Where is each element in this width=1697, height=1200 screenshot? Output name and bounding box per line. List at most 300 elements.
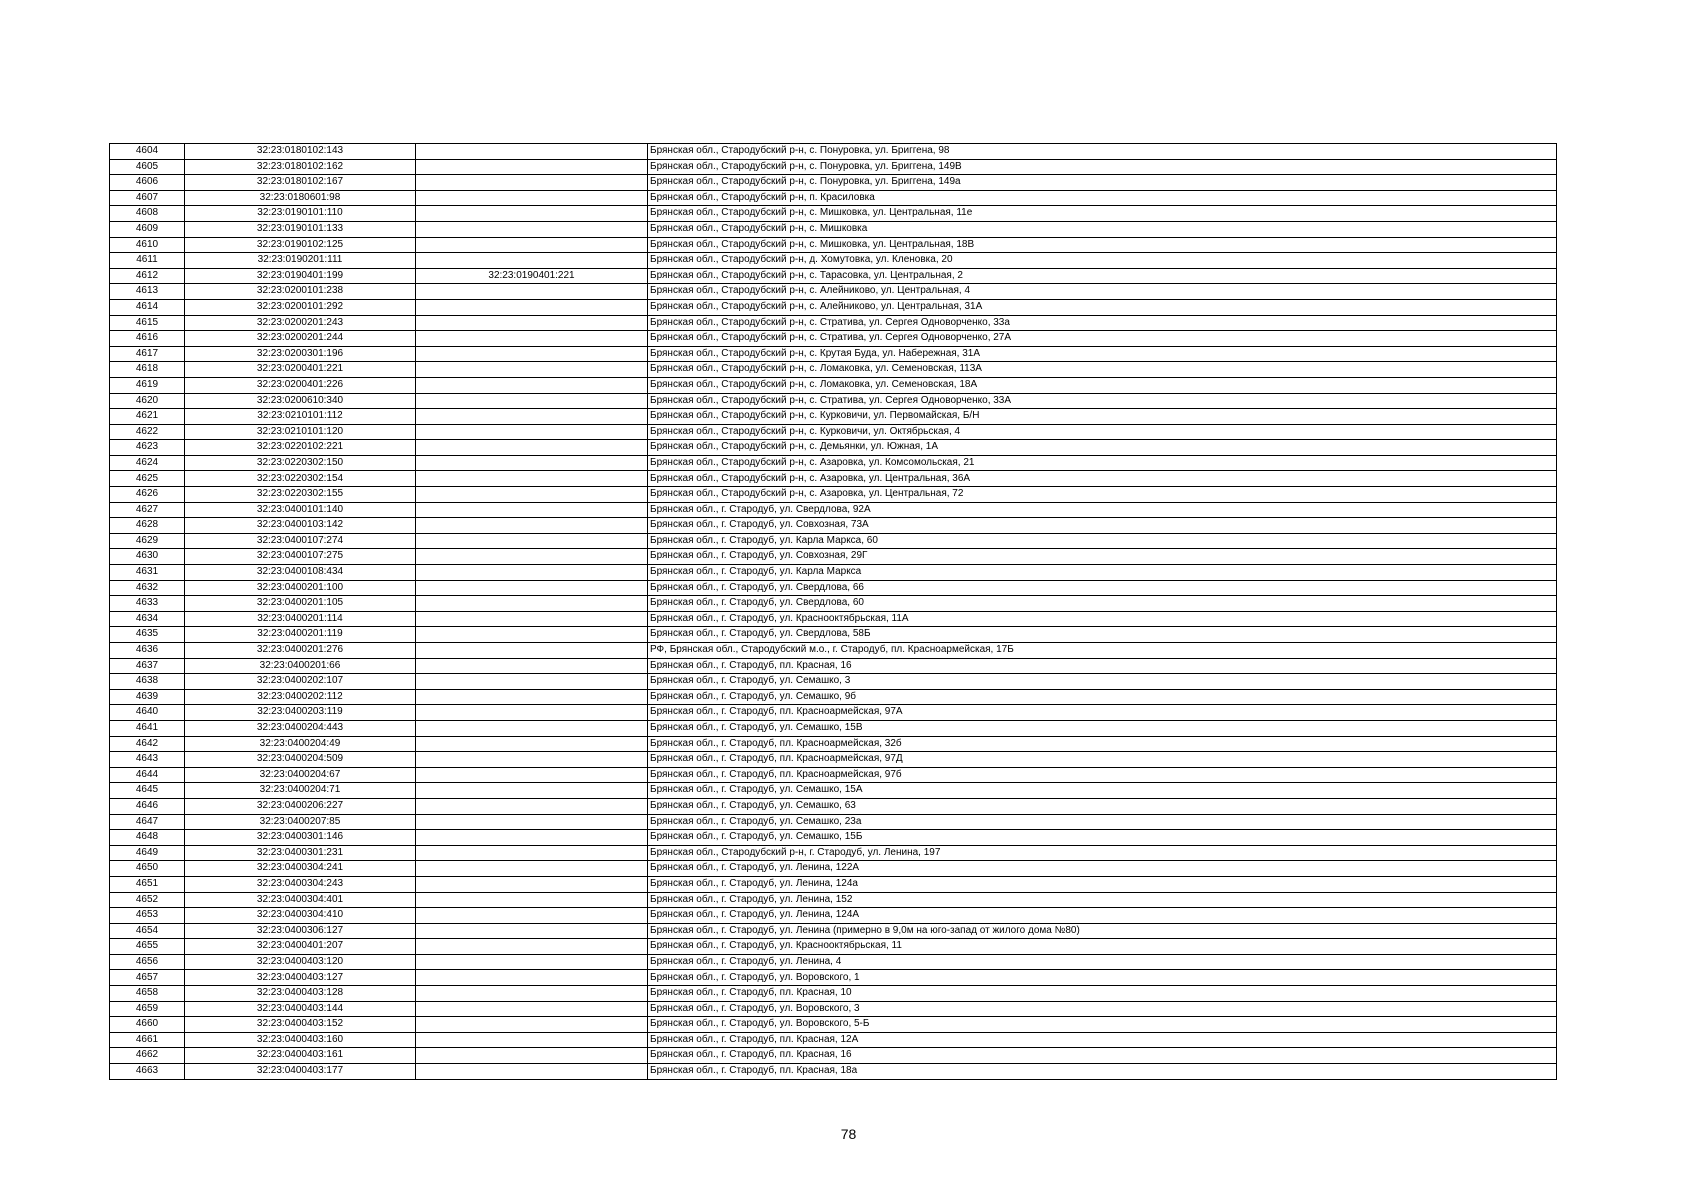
address-cell: Брянская обл., г. Стародуб, пл. Красноармейская, 97А bbox=[648, 705, 1557, 721]
related-cadastral-number-cell bbox=[416, 892, 648, 908]
row-number-cell: 4660 bbox=[110, 1017, 185, 1033]
row-number-cell: 4627 bbox=[110, 502, 185, 518]
cadastral-number-cell: 32:23:0400103:142 bbox=[185, 518, 416, 534]
cadastral-number-cell: 32:23:0190101:110 bbox=[185, 206, 416, 222]
table-row bbox=[110, 658, 1557, 674]
address-cell: Брянская обл., Стародубский р-н, с. Понуровка, ул. Бриггена, 149В bbox=[648, 159, 1557, 175]
address-cell: Брянская обл., Стародубский р-н, с. Курковичи, ул. Октябрьская, 4 bbox=[648, 424, 1557, 440]
cadastral-number-cell: 32:23:0200610:340 bbox=[185, 393, 416, 409]
row-number-cell: 4644 bbox=[110, 767, 185, 783]
table-row bbox=[110, 237, 1557, 253]
related-cadastral-number-cell bbox=[416, 190, 648, 206]
table-row bbox=[110, 424, 1557, 440]
address-cell: Брянская обл., г. Стародуб, пл. Красная, 16 bbox=[648, 658, 1557, 674]
related-cadastral-number-cell bbox=[416, 565, 648, 581]
address-cell: Брянская обл., г. Стародуб, ул. Карла Маркса, 60 bbox=[648, 533, 1557, 549]
related-cadastral-number-cell bbox=[416, 705, 648, 721]
cadastral-number-cell: 32:23:0400107:274 bbox=[185, 533, 416, 549]
address-cell: Брянская обл., г. Стародуб, пл. Красная, 10 bbox=[648, 986, 1557, 1002]
cadastral-number-cell: 32:23:0400403:161 bbox=[185, 1048, 416, 1064]
row-number-cell: 4642 bbox=[110, 736, 185, 752]
table-row bbox=[110, 253, 1557, 269]
cadastral-table bbox=[109, 143, 1557, 1080]
related-cadastral-number-cell bbox=[416, 346, 648, 362]
cadastral-number-cell: 32:23:0200201:243 bbox=[185, 315, 416, 331]
related-cadastral-number-cell bbox=[416, 533, 648, 549]
related-cadastral-number-cell bbox=[416, 253, 648, 269]
address-cell: Брянская обл., г. Стародуб, ул. Свердлова, 92А bbox=[648, 502, 1557, 518]
row-number-cell: 4658 bbox=[110, 986, 185, 1002]
address-cell: Брянская обл., г. Стародуб, ул. Совхозная, 29Г bbox=[648, 549, 1557, 565]
cadastral-number-cell: 32:23:0200101:238 bbox=[185, 284, 416, 300]
cadastral-number-cell: 32:23:0180601:98 bbox=[185, 190, 416, 206]
cadastral-number-cell: 32:23:0400201:66 bbox=[185, 658, 416, 674]
related-cadastral-number-cell bbox=[416, 627, 648, 643]
row-number-cell: 4661 bbox=[110, 1032, 185, 1048]
table-row bbox=[110, 331, 1557, 347]
table-row bbox=[110, 175, 1557, 191]
address-cell: Брянская обл., г. Стародуб, ул. Свердлова, 58Б bbox=[648, 627, 1557, 643]
cadastral-number-cell: 32:23:0400401:207 bbox=[185, 939, 416, 955]
row-number-cell: 4607 bbox=[110, 190, 185, 206]
address-cell: Брянская обл., Стародубский р-н, с. Демьянки, ул. Южная, 1А bbox=[648, 440, 1557, 456]
row-number-cell: 4649 bbox=[110, 845, 185, 861]
row-number-cell: 4608 bbox=[110, 206, 185, 222]
table-row bbox=[110, 939, 1557, 955]
table-row bbox=[110, 471, 1557, 487]
address-cell: Брянская обл., Стародубский р-н, с. Стратива, ул. Сергея Одноворченко, 27А bbox=[648, 331, 1557, 347]
related-cadastral-number-cell bbox=[416, 393, 648, 409]
row-number-cell: 4656 bbox=[110, 954, 185, 970]
row-number-cell: 4622 bbox=[110, 424, 185, 440]
table-row bbox=[110, 144, 1557, 160]
related-cadastral-number-cell bbox=[416, 658, 648, 674]
row-number-cell: 4617 bbox=[110, 346, 185, 362]
cadastral-number-cell: 32:23:0190102:125 bbox=[185, 237, 416, 253]
table-row bbox=[110, 346, 1557, 362]
related-cadastral-number-cell bbox=[416, 845, 648, 861]
cadastral-number-cell: 32:23:0400204:509 bbox=[185, 752, 416, 768]
related-cadastral-number-cell bbox=[416, 830, 648, 846]
row-number-cell: 4663 bbox=[110, 1064, 185, 1080]
row-number-cell: 4609 bbox=[110, 221, 185, 237]
address-cell: Брянская обл., г. Стародуб, пл. Красноармейская, 32б bbox=[648, 736, 1557, 752]
address-cell: Брянская обл., Стародубский р-н, с. Понуровка, ул. Бриггена, 98 bbox=[648, 144, 1557, 160]
table-row bbox=[110, 565, 1557, 581]
table-row bbox=[110, 798, 1557, 814]
related-cadastral-number-cell bbox=[416, 674, 648, 690]
row-number-cell: 4647 bbox=[110, 814, 185, 830]
address-cell: Брянская обл., Стародубский р-н, с. Понуровка, ул. Бриггена, 149а bbox=[648, 175, 1557, 191]
cadastral-number-cell: 32:23:0180102:167 bbox=[185, 175, 416, 191]
table-row bbox=[110, 1032, 1557, 1048]
cadastral-number-cell: 32:23:0400304:243 bbox=[185, 876, 416, 892]
address-cell: Брянская обл., Стародубский р-н, п. Красиловка bbox=[648, 190, 1557, 206]
row-number-cell: 4657 bbox=[110, 970, 185, 986]
table-row bbox=[110, 440, 1557, 456]
row-number-cell: 4633 bbox=[110, 596, 185, 612]
address-cell: Брянская обл., Стародубский р-н, с. Мишковка, ул. Центральная, 18В bbox=[648, 237, 1557, 253]
address-cell: Брянская обл., г. Стародуб, ул. Семашко, 9б bbox=[648, 689, 1557, 705]
address-cell: Брянская обл., Стародубский р-н, с. Стратива, ул. Сергея Одноворченко, 33а bbox=[648, 315, 1557, 331]
cadastral-number-cell: 32:23:0220302:150 bbox=[185, 455, 416, 471]
address-cell: Брянская обл., г. Стародуб, ул. Свердлова, 66 bbox=[648, 580, 1557, 596]
address-cell: Брянская обл., Стародубский р-н, д. Хомутовка, ул. Кленовка, 20 bbox=[648, 253, 1557, 269]
table-row bbox=[110, 611, 1557, 627]
related-cadastral-number-cell bbox=[416, 767, 648, 783]
table-row bbox=[110, 814, 1557, 830]
table-row bbox=[110, 190, 1557, 206]
cadastral-number-cell: 32:23:0200401:226 bbox=[185, 377, 416, 393]
related-cadastral-number-cell bbox=[416, 175, 648, 191]
table-row bbox=[110, 970, 1557, 986]
table-row bbox=[110, 643, 1557, 659]
address-cell: РФ, Брянская обл., Стародубский м.о., г. Стародуб, пл. Красноармейская, 17Б bbox=[648, 643, 1557, 659]
row-number-cell: 4646 bbox=[110, 798, 185, 814]
table-row bbox=[110, 674, 1557, 690]
row-number-cell: 4630 bbox=[110, 549, 185, 565]
row-number-cell: 4628 bbox=[110, 518, 185, 534]
row-number-cell: 4653 bbox=[110, 908, 185, 924]
related-cadastral-number-cell bbox=[416, 970, 648, 986]
cadastral-number-cell: 32:23:0400204:67 bbox=[185, 767, 416, 783]
cadastral-number-cell: 32:23:0400107:275 bbox=[185, 549, 416, 565]
related-cadastral-number-cell bbox=[416, 284, 648, 300]
cadastral-number-cell: 32:23:0180102:143 bbox=[185, 144, 416, 160]
related-cadastral-number-cell bbox=[416, 643, 648, 659]
related-cadastral-number-cell bbox=[416, 487, 648, 503]
cadastral-number-cell: 32:23:0400403:120 bbox=[185, 954, 416, 970]
cadastral-number-cell: 32:23:0400203:119 bbox=[185, 705, 416, 721]
table-row bbox=[110, 596, 1557, 612]
related-cadastral-number-cell bbox=[416, 1032, 648, 1048]
related-cadastral-number-cell bbox=[416, 954, 648, 970]
table-row bbox=[110, 1001, 1557, 1017]
table-row bbox=[110, 580, 1557, 596]
cadastral-number-cell: 32:23:0400403:144 bbox=[185, 1001, 416, 1017]
cadastral-number-cell: 32:23:0220302:154 bbox=[185, 471, 416, 487]
table-row bbox=[110, 1017, 1557, 1033]
table-row bbox=[110, 393, 1557, 409]
row-number-cell: 4659 bbox=[110, 1001, 185, 1017]
address-cell: Брянская обл., г. Стародуб, ул. Свердлова, 60 bbox=[648, 596, 1557, 612]
address-cell: Брянская обл., г. Стародуб, ул. Ленина, 4 bbox=[648, 954, 1557, 970]
related-cadastral-number-cell bbox=[416, 611, 648, 627]
row-number-cell: 4655 bbox=[110, 939, 185, 955]
row-number-cell: 4639 bbox=[110, 689, 185, 705]
table-row bbox=[110, 206, 1557, 222]
related-cadastral-number-cell bbox=[416, 939, 648, 955]
row-number-cell: 4637 bbox=[110, 658, 185, 674]
cadastral-number-cell: 32:23:0400201:114 bbox=[185, 611, 416, 627]
address-cell: Брянская обл., г. Стародуб, ул. Семашко, 15В bbox=[648, 720, 1557, 736]
address-cell: Брянская обл., Стародубский р-н, с. Тарасовка, ул. Центральная, 2 bbox=[648, 268, 1557, 284]
address-cell: Брянская обл., Стародубский р-н, с. Курковичи, ул. Первомайская, Б/Н bbox=[648, 409, 1557, 425]
cadastral-number-cell: 32:23:0400202:112 bbox=[185, 689, 416, 705]
cadastral-number-cell: 32:23:0400201:119 bbox=[185, 627, 416, 643]
related-cadastral-number-cell bbox=[416, 409, 648, 425]
related-cadastral-number-cell bbox=[416, 736, 648, 752]
table-row bbox=[110, 1064, 1557, 1080]
related-cadastral-number-cell bbox=[416, 814, 648, 830]
cadastral-number-cell: 32:23:0400206:227 bbox=[185, 798, 416, 814]
cadastral-number-cell: 32:23:0190201:111 bbox=[185, 253, 416, 269]
table-row bbox=[110, 627, 1557, 643]
related-cadastral-number-cell bbox=[416, 362, 648, 378]
table-row bbox=[110, 315, 1557, 331]
row-number-cell: 4612 bbox=[110, 268, 185, 284]
row-number-cell: 4619 bbox=[110, 377, 185, 393]
cadastral-number-cell: 32:23:0400202:107 bbox=[185, 674, 416, 690]
address-cell: Брянская обл., г. Стародуб, ул. Семашко, 15А bbox=[648, 783, 1557, 799]
row-number-cell: 4606 bbox=[110, 175, 185, 191]
row-number-cell: 4624 bbox=[110, 455, 185, 471]
cadastral-number-cell: 32:23:0400101:140 bbox=[185, 502, 416, 518]
address-cell: Брянская обл., Стародубский р-н, с. Алейниково, ул. Центральная, 4 bbox=[648, 284, 1557, 300]
address-cell: Брянская обл., Стародубский р-н, с. Алейниково, ул. Центральная, 31А bbox=[648, 299, 1557, 315]
table-row bbox=[110, 876, 1557, 892]
row-number-cell: 4611 bbox=[110, 253, 185, 269]
table-row bbox=[110, 830, 1557, 846]
row-number-cell: 4616 bbox=[110, 331, 185, 347]
cadastral-number-cell: 32:23:0400403:128 bbox=[185, 986, 416, 1002]
table-row bbox=[110, 783, 1557, 799]
table-row bbox=[110, 487, 1557, 503]
row-number-cell: 4629 bbox=[110, 533, 185, 549]
related-cadastral-number-cell bbox=[416, 549, 648, 565]
related-cadastral-number-cell bbox=[416, 206, 648, 222]
table-row bbox=[110, 362, 1557, 378]
table-row bbox=[110, 549, 1557, 565]
cadastral-number-cell: 32:23:0400301:146 bbox=[185, 830, 416, 846]
table-row bbox=[110, 923, 1557, 939]
related-cadastral-number-cell bbox=[416, 1017, 648, 1033]
cadastral-number-cell: 32:23:0400304:241 bbox=[185, 861, 416, 877]
table-row bbox=[110, 518, 1557, 534]
related-cadastral-number-cell bbox=[416, 1064, 648, 1080]
table-row bbox=[110, 268, 1557, 284]
table-row bbox=[110, 736, 1557, 752]
cadastral-number-cell: 32:23:0400304:410 bbox=[185, 908, 416, 924]
related-cadastral-number-cell bbox=[416, 455, 648, 471]
cadastral-number-cell: 32:23:0190401:199 bbox=[185, 268, 416, 284]
related-cadastral-number-cell bbox=[416, 237, 648, 253]
related-cadastral-number-cell bbox=[416, 986, 648, 1002]
table-row bbox=[110, 861, 1557, 877]
table-row bbox=[110, 908, 1557, 924]
related-cadastral-number-cell bbox=[416, 908, 648, 924]
table-row bbox=[110, 845, 1557, 861]
address-cell: Брянская обл., г. Стародуб, пл. Красная, 12А bbox=[648, 1032, 1557, 1048]
row-number-cell: 4614 bbox=[110, 299, 185, 315]
related-cadastral-number-cell bbox=[416, 331, 648, 347]
address-cell: Брянская обл., г. Стародуб, ул. Воровского, 3 bbox=[648, 1001, 1557, 1017]
table-row bbox=[110, 409, 1557, 425]
table-row bbox=[110, 954, 1557, 970]
row-number-cell: 4650 bbox=[110, 861, 185, 877]
address-cell: Брянская обл., г. Стародуб, ул. Карла Маркса bbox=[648, 565, 1557, 581]
related-cadastral-number-cell bbox=[416, 923, 648, 939]
cadastral-number-cell: 32:23:0180102:162 bbox=[185, 159, 416, 175]
row-number-cell: 4634 bbox=[110, 611, 185, 627]
address-cell: Брянская обл., г. Стародуб, ул. Воровского, 1 bbox=[648, 970, 1557, 986]
address-cell: Брянская обл., Стародубский р-н, с. Мишковка, ул. Центральная, 11е bbox=[648, 206, 1557, 222]
row-number-cell: 4613 bbox=[110, 284, 185, 300]
row-number-cell: 4632 bbox=[110, 580, 185, 596]
related-cadastral-number-cell bbox=[416, 720, 648, 736]
row-number-cell: 4621 bbox=[110, 409, 185, 425]
related-cadastral-number-cell bbox=[416, 1048, 648, 1064]
related-cadastral-number-cell bbox=[416, 377, 648, 393]
address-cell: Брянская обл., г. Стародуб, ул. Ленина (примерно в 9,0м на юго-запад от жилого дома №80) bbox=[648, 923, 1557, 939]
address-cell: Брянская обл., г. Стародуб, ул. Семашко, 23а bbox=[648, 814, 1557, 830]
row-number-cell: 4631 bbox=[110, 565, 185, 581]
address-cell: Брянская обл., г. Стародуб, ул. Ленина, 152 bbox=[648, 892, 1557, 908]
cadastral-number-cell: 32:23:0210101:120 bbox=[185, 424, 416, 440]
related-cadastral-number-cell bbox=[416, 1001, 648, 1017]
cadastral-number-cell: 32:23:0210101:112 bbox=[185, 409, 416, 425]
row-number-cell: 4638 bbox=[110, 674, 185, 690]
related-cadastral-number-cell bbox=[416, 752, 648, 768]
related-cadastral-number-cell bbox=[416, 159, 648, 175]
cadastral-number-cell: 32:23:0400207:85 bbox=[185, 814, 416, 830]
address-cell: Брянская обл., г. Стародуб, ул. Семашко, 63 bbox=[648, 798, 1557, 814]
address-cell: Брянская обл., г. Стародуб, ул. Краснооктябрьская, 11А bbox=[648, 611, 1557, 627]
table-row bbox=[110, 377, 1557, 393]
address-cell: Брянская обл., г. Стародуб, ул. Воровского, 5-Б bbox=[648, 1017, 1557, 1033]
table-row bbox=[110, 752, 1557, 768]
address-cell: Брянская обл., г. Стародуб, ул. Семашко, 15Б bbox=[648, 830, 1557, 846]
row-number-cell: 4640 bbox=[110, 705, 185, 721]
address-cell: Брянская обл., Стародубский р-н, с. Азаровка, ул. Центральная, 72 bbox=[648, 487, 1557, 503]
related-cadastral-number-cell bbox=[416, 221, 648, 237]
cadastral-number-cell: 32:23:0220102:221 bbox=[185, 440, 416, 456]
table-row bbox=[110, 455, 1557, 471]
table-body bbox=[110, 144, 1557, 1080]
related-cadastral-number-cell bbox=[416, 861, 648, 877]
address-cell: Брянская обл., Стародубский р-н, с. Ломаковка, ул. Семеновская, 113А bbox=[648, 362, 1557, 378]
related-cadastral-number-cell bbox=[416, 798, 648, 814]
table-row bbox=[110, 705, 1557, 721]
row-number-cell: 4620 bbox=[110, 393, 185, 409]
address-cell: Брянская обл., г. Стародуб, пл. Красноармейская, 97Д bbox=[648, 752, 1557, 768]
cadastral-number-cell: 32:23:0400204:443 bbox=[185, 720, 416, 736]
address-cell: Брянская обл., Стародубский р-н, г. Стародуб, ул. Ленина, 197 bbox=[648, 845, 1557, 861]
related-cadastral-number-cell bbox=[416, 596, 648, 612]
table-row bbox=[110, 159, 1557, 175]
address-cell: Брянская обл., Стародубский р-н, с. Крутая Буда, ул. Набережная, 31А bbox=[648, 346, 1557, 362]
address-cell: Брянская обл., г. Стародуб, ул. Ленина, 124а bbox=[648, 876, 1557, 892]
cadastral-number-cell: 32:23:0400403:160 bbox=[185, 1032, 416, 1048]
row-number-cell: 4615 bbox=[110, 315, 185, 331]
address-cell: Брянская обл., г. Стародуб, ул. Ленина, 124А bbox=[648, 908, 1557, 924]
row-number-cell: 4626 bbox=[110, 487, 185, 503]
related-cadastral-number-cell bbox=[416, 144, 648, 160]
related-cadastral-number-cell bbox=[416, 580, 648, 596]
row-number-cell: 4643 bbox=[110, 752, 185, 768]
related-cadastral-number-cell bbox=[416, 783, 648, 799]
cadastral-number-cell: 32:23:0400204:71 bbox=[185, 783, 416, 799]
cadastral-number-cell: 32:23:0190101:133 bbox=[185, 221, 416, 237]
cadastral-number-cell: 32:23:0400403:177 bbox=[185, 1064, 416, 1080]
row-number-cell: 4623 bbox=[110, 440, 185, 456]
address-cell: Брянская обл., г. Стародуб, ул. Краснооктябрьская, 11 bbox=[648, 939, 1557, 955]
cadastral-number-cell: 32:23:0400201:100 bbox=[185, 580, 416, 596]
table-row bbox=[110, 284, 1557, 300]
row-number-cell: 4618 bbox=[110, 362, 185, 378]
cadastral-number-cell: 32:23:0200301:196 bbox=[185, 346, 416, 362]
row-number-cell: 4654 bbox=[110, 923, 185, 939]
row-number-cell: 4648 bbox=[110, 830, 185, 846]
cadastral-number-cell: 32:23:0220302:155 bbox=[185, 487, 416, 503]
address-cell: Брянская обл., Стародубский р-н, с. Стратива, ул. Сергея Одноворченко, 33А bbox=[648, 393, 1557, 409]
row-number-cell: 4605 bbox=[110, 159, 185, 175]
related-cadastral-number-cell bbox=[416, 518, 648, 534]
row-number-cell: 4651 bbox=[110, 876, 185, 892]
cadastral-number-cell: 32:23:0200101:292 bbox=[185, 299, 416, 315]
address-cell: Брянская обл., Стародубский р-н, с. Мишковка bbox=[648, 221, 1557, 237]
related-cadastral-number-cell bbox=[416, 424, 648, 440]
related-cadastral-number-cell bbox=[416, 299, 648, 315]
table-row bbox=[110, 221, 1557, 237]
row-number-cell: 4604 bbox=[110, 144, 185, 160]
address-cell: Брянская обл., г. Стародуб, ул. Совхозная, 73А bbox=[648, 518, 1557, 534]
address-cell: Брянская обл., г. Стародуб, ул. Ленина, 122А bbox=[648, 861, 1557, 877]
cadastral-number-cell: 32:23:0400204:49 bbox=[185, 736, 416, 752]
cadastral-number-cell: 32:23:0400201:105 bbox=[185, 596, 416, 612]
related-cadastral-number-cell bbox=[416, 502, 648, 518]
table-row bbox=[110, 1048, 1557, 1064]
related-cadastral-number-cell bbox=[416, 471, 648, 487]
address-cell: Брянская обл., г. Стародуб, пл. Красная, 16 bbox=[648, 1048, 1557, 1064]
related-cadastral-number-cell bbox=[416, 440, 648, 456]
page-number: 78 bbox=[840, 1126, 857, 1142]
cadastral-number-cell: 32:23:0400403:152 bbox=[185, 1017, 416, 1033]
cadastral-number-cell: 32:23:0400306:127 bbox=[185, 923, 416, 939]
address-cell: Брянская обл., Стародубский р-н, с. Ломаковка, ул. Семеновская, 18А bbox=[648, 377, 1557, 393]
related-cadastral-number-cell bbox=[416, 876, 648, 892]
cadastral-number-cell: 32:23:0400201:276 bbox=[185, 643, 416, 659]
row-number-cell: 4652 bbox=[110, 892, 185, 908]
row-number-cell: 4645 bbox=[110, 783, 185, 799]
row-number-cell: 4641 bbox=[110, 720, 185, 736]
address-cell: Брянская обл., г. Стародуб, пл. Красноармейская, 97б bbox=[648, 767, 1557, 783]
table-row bbox=[110, 533, 1557, 549]
table-row bbox=[110, 720, 1557, 736]
cadastral-number-cell: 32:23:0400301:231 bbox=[185, 845, 416, 861]
related-cadastral-number-cell bbox=[416, 315, 648, 331]
address-cell: Брянская обл., г. Стародуб, пл. Красная, 18а bbox=[648, 1064, 1557, 1080]
cadastral-number-cell: 32:23:0400304:401 bbox=[185, 892, 416, 908]
table-row bbox=[110, 689, 1557, 705]
cadastral-number-cell: 32:23:0400403:127 bbox=[185, 970, 416, 986]
table-row bbox=[110, 299, 1557, 315]
row-number-cell: 4662 bbox=[110, 1048, 185, 1064]
row-number-cell: 4625 bbox=[110, 471, 185, 487]
related-cadastral-number-cell: 32:23:0190401:221 bbox=[416, 268, 648, 284]
row-number-cell: 4610 bbox=[110, 237, 185, 253]
address-cell: Брянская обл., Стародубский р-н, с. Азаровка, ул. Центральная, 36А bbox=[648, 471, 1557, 487]
cadastral-number-cell: 32:23:0200401:221 bbox=[185, 362, 416, 378]
row-number-cell: 4636 bbox=[110, 643, 185, 659]
cadastral-number-cell: 32:23:0200201:244 bbox=[185, 331, 416, 347]
address-cell: Брянская обл., г. Стародуб, ул. Семашко, 3 bbox=[648, 674, 1557, 690]
table-row bbox=[110, 767, 1557, 783]
cadastral-number-cell: 32:23:0400108:434 bbox=[185, 565, 416, 581]
table-row bbox=[110, 892, 1557, 908]
row-number-cell: 4635 bbox=[110, 627, 185, 643]
related-cadastral-number-cell bbox=[416, 689, 648, 705]
